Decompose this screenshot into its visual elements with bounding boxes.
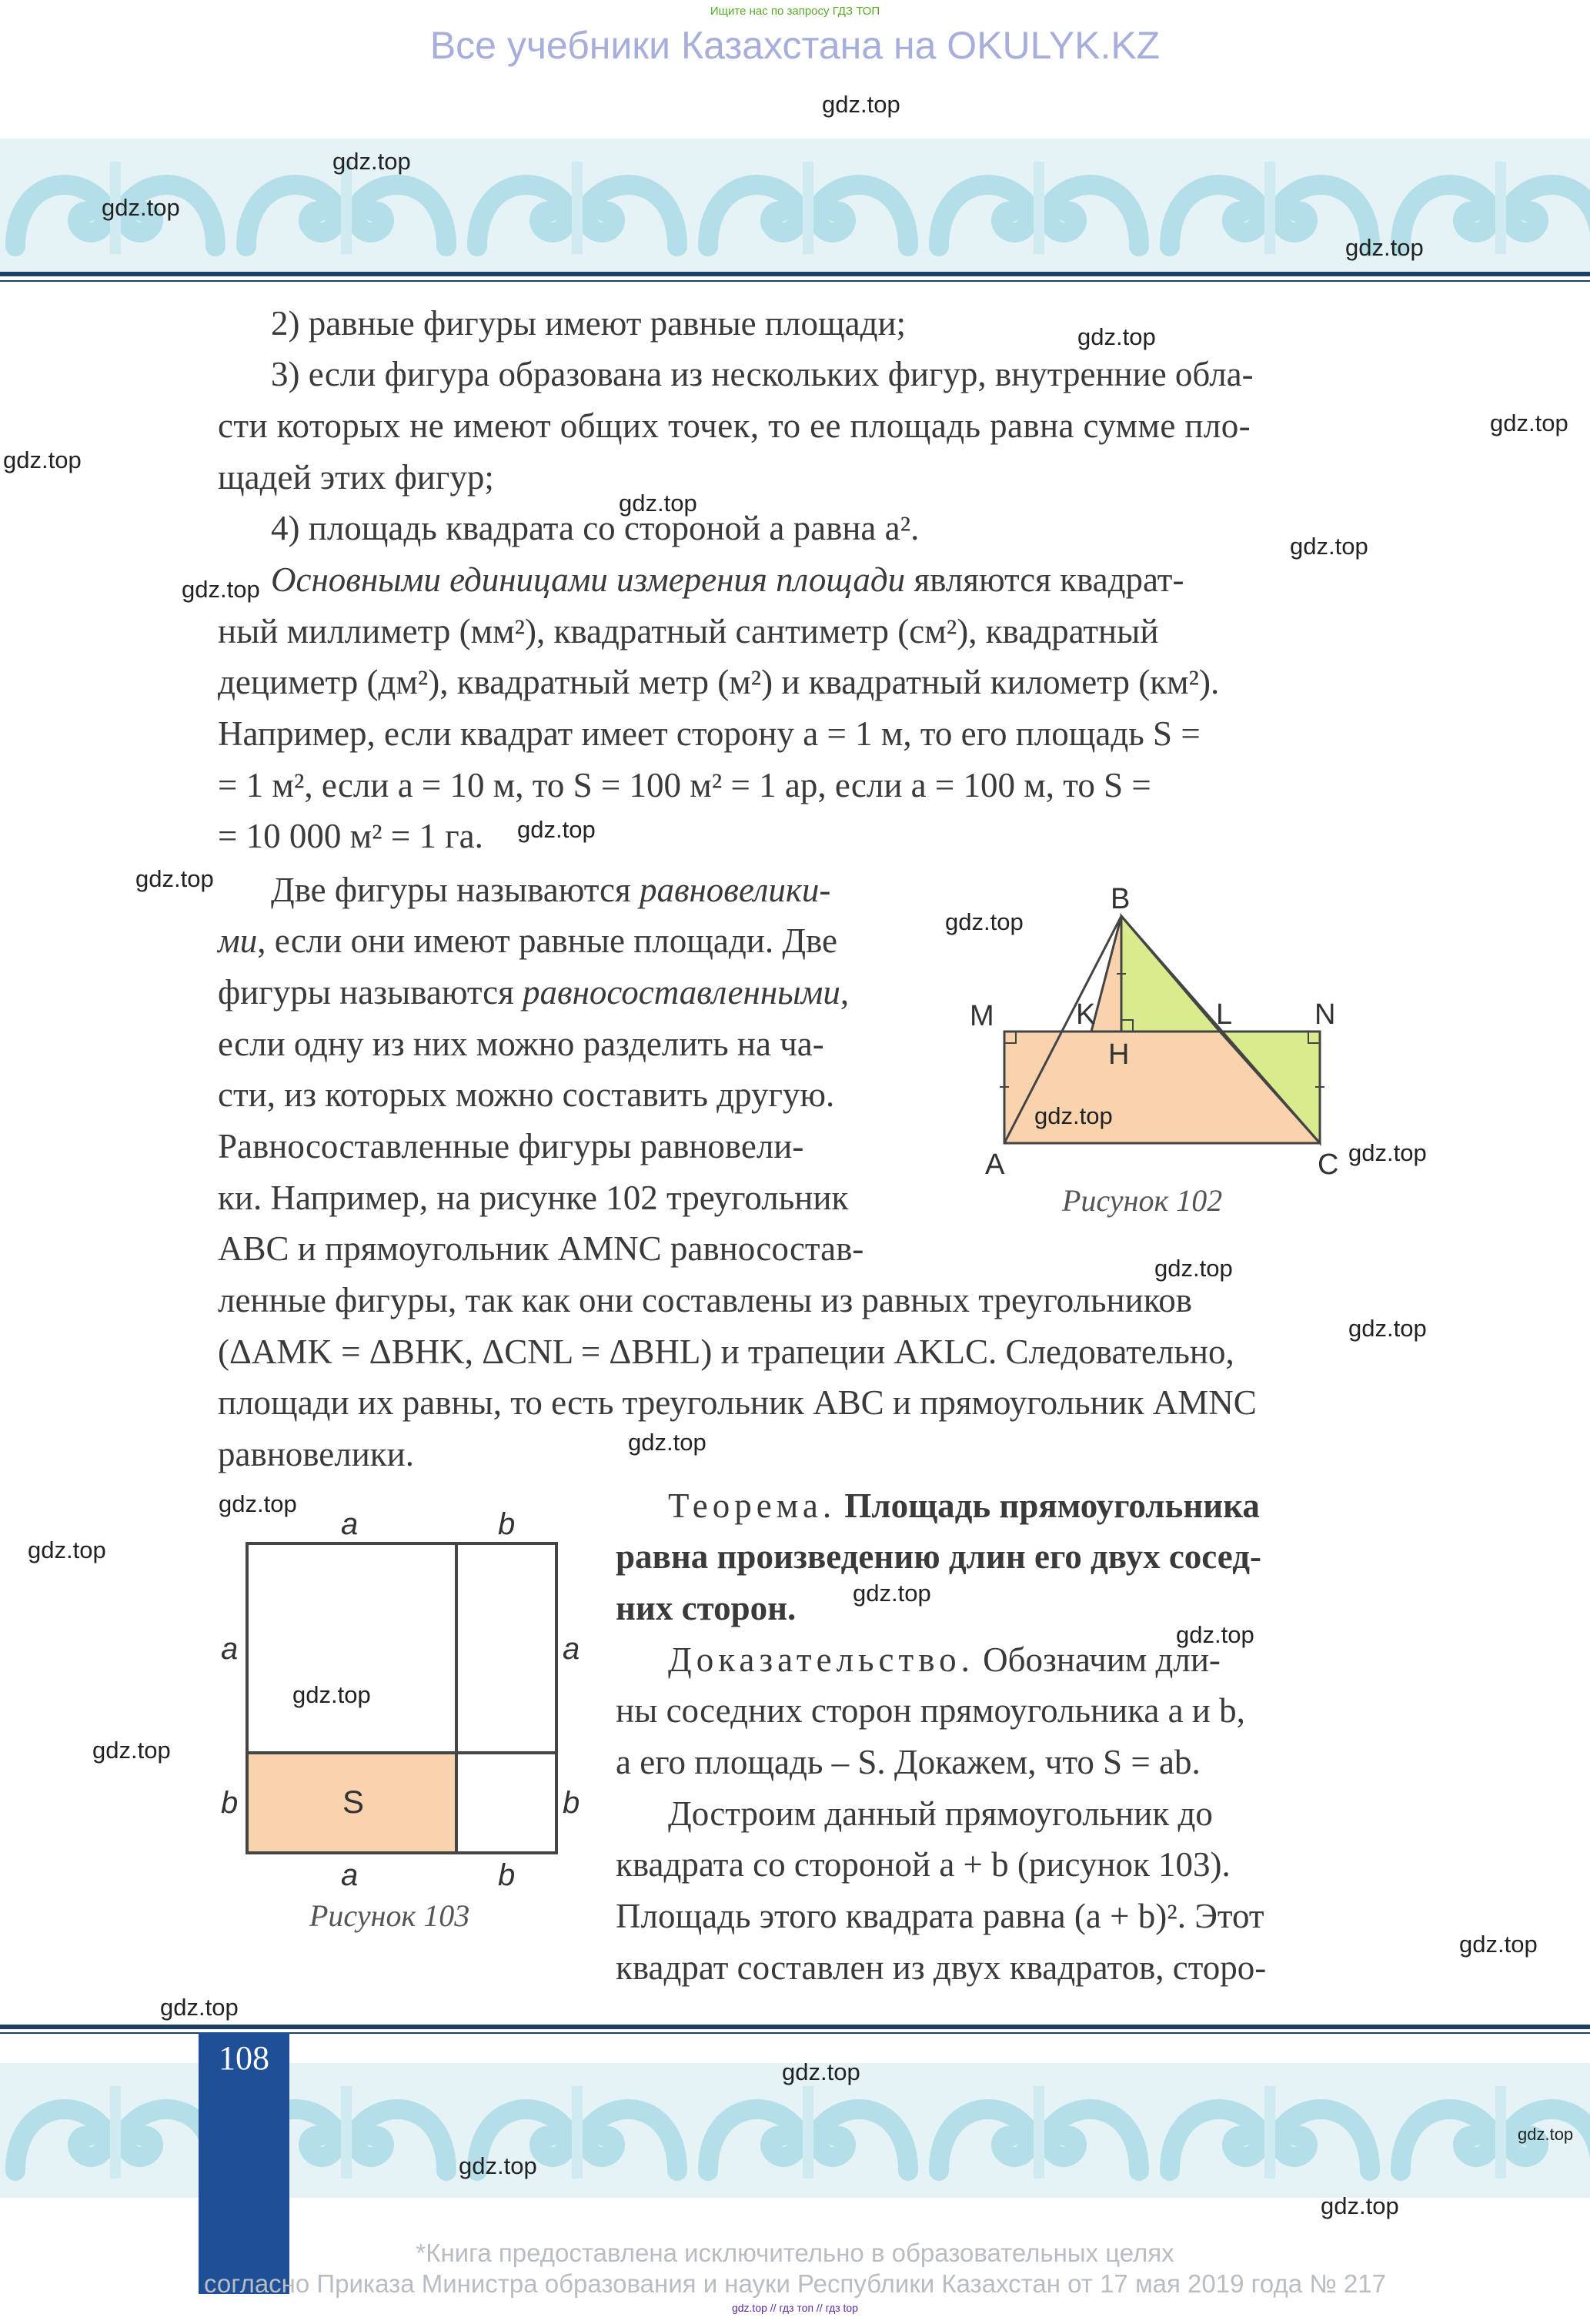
- watermark: gdz.top: [182, 576, 260, 603]
- text-line: Например, если квадрат имеет сторону a = 1 м, то его площадь S =: [218, 714, 1201, 753]
- proof-line: квадрат составлен из двух квадратов, сторо-: [616, 1948, 1267, 1987]
- watermark: gdz.top: [1518, 2125, 1574, 2144]
- text-line: ленные фигуры, так как они составлены из равных треугольников: [218, 1281, 1193, 1319]
- theorem-label: Теорема.: [668, 1486, 837, 1525]
- text-line: 4) площадь квадрата со стороной a равна a².: [271, 509, 920, 547]
- label-right-b: b: [563, 1786, 580, 1820]
- watermark: gdz.top: [628, 1429, 706, 1456]
- text-line: ABC и прямоугольник AMNC равносостав-: [218, 1229, 864, 1268]
- text-line: = 1 м², если a = 10 м, то S = 100 м² = 1 ар, если a = 100 м, то S =: [218, 766, 1151, 804]
- text-line: (ΔAMK = ΔBHK, ΔCNL = ΔBHL) и трапеции AKLC. Следовательно,: [218, 1333, 1234, 1371]
- watermark: gdz.top: [1348, 1315, 1427, 1342]
- text-line: сти которых не имеют общих точек, то ее площадь равна сумме пло-: [218, 406, 1251, 445]
- bottom-rule: [0, 2025, 1590, 2029]
- watermark: gdz.top: [135, 865, 214, 892]
- figure-102-caption: Рисунок 102: [1062, 1183, 1223, 1218]
- text-line: если одну из них можно разделить на ча-: [218, 1025, 824, 1063]
- text-fragment: ,: [840, 973, 850, 1012]
- text-line: ный миллиметр (мм²), квадратный сантиметр (см²), квадратный: [218, 612, 1159, 650]
- label-a: A: [985, 1149, 1005, 1181]
- watermark: gdz.top: [28, 1537, 106, 1563]
- watermark: gdz.top: [1077, 323, 1156, 350]
- text-fragment: являются квадрат-: [905, 560, 1184, 599]
- watermark: gdz.top: [853, 1580, 931, 1607]
- text-line: [271, 870, 830, 910]
- text-line: ки. Например, на рисунке 102 треугольник: [218, 1179, 849, 1217]
- watermark: gdz.top: [459, 2152, 537, 2179]
- watermark: gdz.top: [1290, 533, 1368, 560]
- top-rule: [0, 272, 1590, 276]
- watermark: gdz.top: [219, 1490, 297, 1517]
- term-emphasis: равносоставленными: [523, 973, 840, 1012]
- label-left-a: a: [221, 1632, 239, 1666]
- text-fragment: Две фигуры называются: [271, 871, 640, 909]
- footer-note: согласно Приказа Министра образования и науки Республики Казахстан от 17 мая 2019 года № 217: [204, 2269, 1386, 2298]
- figure-103-caption: Рисунок 103: [309, 1898, 470, 1933]
- theorem-statement: Площадь прямоугольника: [844, 1486, 1260, 1525]
- text-line: дециметр (дм²), квадратный метр (м²) и квадратный километр (км²).: [218, 663, 1220, 701]
- text-line: площади их равны, то есть треугольник ABC и прямоугольник AMNC: [218, 1383, 1257, 1422]
- watermark: gdz.top: [160, 1994, 239, 2021]
- label-bottom-a: a: [341, 1858, 359, 1892]
- watermark: gdz.top: [3, 446, 82, 473]
- proof-label: Доказательство.: [668, 1640, 974, 1679]
- proof-line: а его площадь – S. Докажем, что S = ab.: [616, 1743, 1201, 1781]
- label-top-b: b: [498, 1507, 516, 1541]
- term-emphasis: ми: [218, 921, 258, 960]
- watermark: gdz.top: [517, 816, 596, 843]
- top-note: Ищите нас по запросу ГДЗ ТОП: [710, 5, 880, 18]
- watermark: gdz.top: [619, 490, 697, 517]
- label-s: S: [342, 1784, 365, 1820]
- top-rule-thin: [0, 280, 1590, 282]
- site-title: Все учебники Казахстана на OKULYK.KZ: [429, 24, 1161, 67]
- text-line: 2) равные фигуры имеют равные площади;: [271, 304, 907, 343]
- label-n: N: [1314, 998, 1336, 1031]
- watermark: gdz.top: [822, 91, 900, 118]
- proof-line: Площадь этого квадрата равна (a + b)². Этот: [616, 1897, 1264, 1935]
- term-emphasis: равновелики-: [639, 871, 831, 909]
- figure-103: [219, 1505, 589, 1905]
- label-bottom-b: b: [498, 1858, 516, 1892]
- text-line: щадей этих фигур;: [218, 458, 494, 497]
- watermark: gdz.top: [332, 148, 411, 175]
- watermark: gdz.top: [1321, 2192, 1399, 2219]
- watermark: gdz.top: [1154, 1255, 1233, 1282]
- label-c: C: [1318, 1149, 1339, 1181]
- label-m: M: [970, 1000, 994, 1032]
- watermark: gdz.top: [1490, 410, 1568, 436]
- proof-line: ны соседних сторон прямоугольника a и b,: [616, 1691, 1245, 1730]
- watermark: gdz.top: [1348, 1139, 1427, 1166]
- text-line: [218, 972, 849, 1012]
- text-line: Равносоставленные фигуры равновели-: [218, 1127, 804, 1165]
- label-top-a: a: [341, 1507, 359, 1541]
- theorem-statement: них сторон.: [616, 1589, 797, 1627]
- text-line: равновелики.: [218, 1435, 414, 1473]
- footer-note: *Книга предоставлена исключительно в образовательных целях: [416, 2239, 1174, 2267]
- label-b: B: [1111, 883, 1131, 915]
- label-h: H: [1108, 1038, 1130, 1071]
- text-line: [271, 560, 1184, 600]
- watermark: gdz.top: [292, 1681, 371, 1708]
- label-l: L: [1216, 998, 1233, 1031]
- text-line: 3) если фигура образована из нескольких фигур, внутренние обла-: [271, 355, 1254, 393]
- label-k: K: [1076, 998, 1096, 1031]
- watermark: gdz.top: [945, 908, 1024, 935]
- text-line: = 10 000 м² = 1 га.: [218, 817, 483, 855]
- text-line: [218, 921, 837, 961]
- watermark: gdz.top: [1034, 1102, 1113, 1129]
- watermark: gdz.top: [102, 194, 180, 221]
- term-emphasis: Основными единицами измерения площади: [271, 560, 906, 599]
- watermark: gdz.top: [92, 1737, 171, 1764]
- proof-line: Достроим данный прямоугольник до: [668, 1794, 1213, 1833]
- label-right-a: a: [563, 1632, 580, 1666]
- bottom-note: gdz.top // гдз топ // гдз top: [731, 2302, 859, 2314]
- watermark: gdz.top: [1345, 234, 1424, 261]
- label-left-b: b: [221, 1786, 239, 1820]
- proof-line: квадрата со стороной a + b (рисунок 103).: [616, 1845, 1231, 1884]
- proof-line: [668, 1640, 1221, 1680]
- text-fragment: Обозначим дли-: [983, 1640, 1221, 1679]
- theorem-statement: равна произведению длин его двух сосед-: [616, 1537, 1261, 1576]
- watermark: gdz.top: [782, 2058, 860, 2085]
- text-line: сти, из которых можно составить другую.: [218, 1075, 835, 1114]
- theorem-line: [616, 1588, 796, 1628]
- watermark: gdz.top: [1176, 1621, 1254, 1648]
- theorem-line: [668, 1486, 1260, 1526]
- text-fragment: , если они имеют равные площади. Две: [257, 921, 838, 960]
- theorem-line: [616, 1537, 1261, 1577]
- text-fragment: фигуры называются: [218, 973, 523, 1012]
- watermark: gdz.top: [1459, 1931, 1538, 1958]
- page-number: 108: [219, 2039, 269, 2077]
